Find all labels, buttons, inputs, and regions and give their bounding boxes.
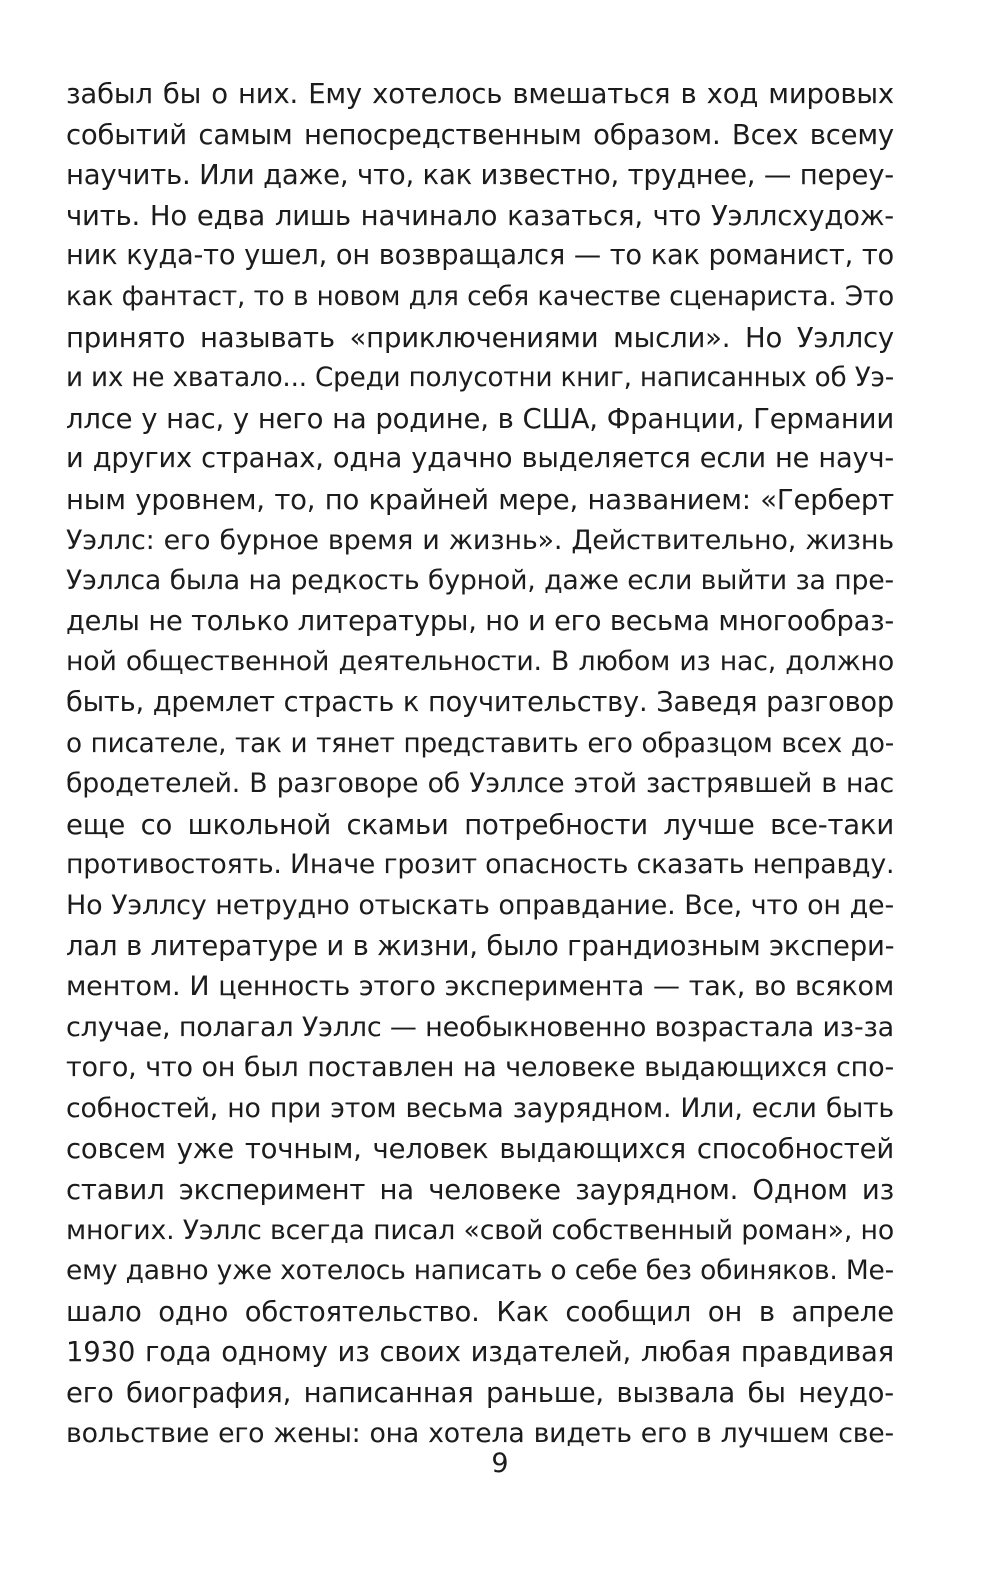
text-line: и их не хватало... Среди полусотни книг, написанных об Уэ-: [66, 363, 894, 394]
text-line: и других странах, одна удачно выделяется если не науч-: [66, 443, 894, 475]
text-line: его биография, написанная раньше, вызвала бы неудо-: [66, 1377, 894, 1409]
text-line: 1930 года одному из своих издателей, любая правдивая: [66, 1336, 894, 1369]
text-line: как фантаст, то в новом для себя качестве сценариста. Это: [66, 281, 894, 312]
text-line: многих. Уэллс всегда писал «свой собственный роман», но: [66, 1214, 894, 1246]
text-line: ллсе у нас, у него на родине, в США, Франции, Германии: [66, 402, 894, 435]
text-line: принято называть «приключениями мысли». Но Уэллсу: [66, 321, 894, 354]
text-line: ему давно уже хотелось написать о себе без обиняков. Ме-: [66, 1255, 894, 1287]
text-line: о писателе, так и тянет представить его образцом всех до-: [66, 728, 894, 759]
text-line: ной общественной деятельности. В любом из нас, должно: [66, 646, 894, 678]
text-line: того, что он был поставлен на человеке выдающихся спо-: [66, 1052, 894, 1084]
page-number: 9: [491, 1448, 509, 1479]
body-text: [66, 74, 894, 1454]
text-line: совсем уже точным, человек выдающихся способностей: [66, 1133, 894, 1166]
text-line: забыл бы о них. Ему хотелось вмешаться в ход мировых: [66, 78, 894, 110]
text-line: Уэллса была на редкость бурной, даже если выйти за пре-: [66, 565, 894, 597]
text-line: шало одно обстоятельство. Как сообщил он в апреле: [66, 1295, 894, 1328]
text-line: бродетелей. В разговоре об Уэллсе этой застрявшей в нас: [66, 768, 894, 800]
text-line: еще со школьной скамьи потребности лучше все-таки: [66, 808, 894, 841]
text-line: ментом. И ценность этого эксперимента — так, во всяком: [66, 971, 894, 1003]
text-line: Но Уэллсу нетрудно отыскать оправдание. Все, что он де-: [66, 889, 894, 921]
text-line: быть, дремлет страсть к поучительству. Заведя разговор: [66, 686, 894, 718]
text-line: ставил эксперимент на человеке заурядном. Одном из: [66, 1174, 894, 1207]
text-line: случае, полагал Уэллс — необыкновенно возрастала из-за: [66, 1011, 894, 1043]
text-line: вольствие его жены: она хотела видеть его в лучшем све-: [66, 1417, 894, 1449]
text-line: научить. Или даже, что, как известно, труднее, — переу-: [66, 159, 894, 192]
text-line: чить. Но едва лишь начинало казаться, что Уэллсхудож-: [66, 199, 894, 232]
text-line: событий самым непосредственным образом. Всех всему: [66, 118, 894, 151]
text-line: делы не только литературы, но и его весьма многообраз-: [66, 605, 894, 637]
text-line: лал в литературе и в жизни, было грандиозным экспери-: [66, 930, 895, 963]
text-line: Уэллс: его бурное время и жизнь». Действительно, жизнь: [66, 524, 894, 556]
text-line: противостоять. Иначе грозит опасность сказать неправду.: [66, 849, 895, 881]
text-line: ник куда-то ушел, он возвращался — то как романист, то: [66, 240, 894, 272]
text-line: ным уровнем, то, по крайней мере, названием: «Герберт: [66, 483, 894, 516]
text-line: собностей, но при этом весьма заурядном. Или, если быть: [66, 1092, 894, 1124]
